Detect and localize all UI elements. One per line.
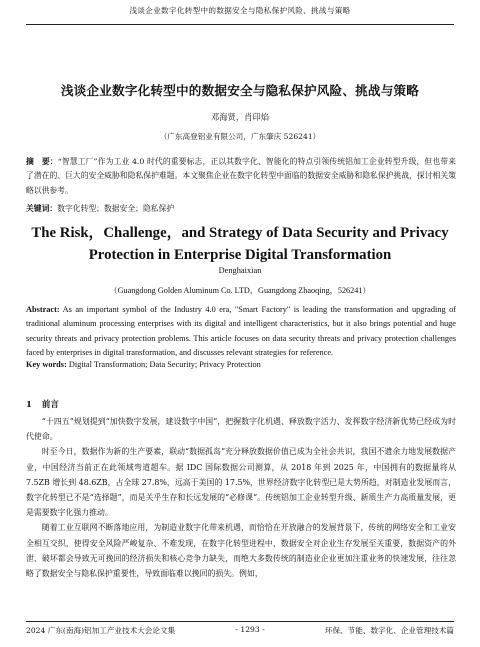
- english-keywords-label: Key words:: [26, 360, 67, 369]
- body-paragraph: 时至今日，数据作为新的生产要素，联动“数据孤岛”充分释放数据价值已成为全社会共识，我国不遗余力地发展数据产业，中国经济当前正在此领域弯道超车。据 IDC 国际数据公司测算，从 2018 年到 2025 年，中国拥有的数据量将从 7.5ZB 增长到 48.6ZB，占全球 27.8%，远高于美国的 17.5%，世界经济数字化转型已是大势所趋，对制造业发展而言，数字化转型已不是“选择题”，而是关乎生存和长远发展的“必修课”。传统铝加工企业转型升级、新质生产力高质量发展，更是需要数字化强力推动。: [26, 447, 456, 518]
- chinese-authors: 邓海贤，肖印焰: [210, 112, 270, 122]
- english-keywords: [26, 360, 456, 369]
- chinese-affiliation: （广东高登铝业有限公司，广东肇庆 526241）: [159, 132, 321, 141]
- footer-right: 环保、节能、数字化、企业管理技术篇: [324, 626, 454, 635]
- section-number: 1: [26, 400, 32, 410]
- english-abstract-label: Abstract:: [26, 305, 60, 314]
- running-head: 浅谈企业数字化转型中的数据安全与隐私保护风险、挑战与策略: [129, 6, 351, 15]
- chinese-abstract: [26, 155, 456, 198]
- chinese-abstract-text: “智慧工厂”作为工业 4.0 时代的重要标志，正以其数字化、智能化的特点引领传统铝加工企业转型升级，但也带来了潜在的、巨大的安全威胁和隐私保护难题。本文聚焦企业在数字化转型中面临的数据安全威胁和隐私保护挑战，探讨相关策略以供参考。: [26, 157, 457, 195]
- footer-rule: [26, 621, 454, 622]
- body-text: [26, 414, 456, 581]
- chinese-title: 浅谈企业数字化转型中的数据安全与隐私保护风险、挑战与策略: [60, 83, 420, 98]
- english-author: Denghaixian: [218, 266, 262, 275]
- header-rule: [26, 24, 454, 25]
- section-title: 前言: [41, 400, 59, 410]
- english-abstract-text: As an important symbol of the Industry 4.0 era, "Smart Factory" is leading the transformation and upgrading of traditional aluminum processing enterprises with its digital and intelligent characteristics, but it also brings potential and huge security threats and privacy protection problems. This article focuses on data security threats and privacy protection challenges faced by enterprises in digital transformation, and discusses relevant strategies for reference.: [26, 305, 456, 357]
- english-keywords-text: Digital Transformation; Data Security; Privacy Protection: [68, 360, 261, 369]
- english-title: The Risk，Challenge，and Strategy of Data Security and Privacy Protection in Enterprise Digital Transformation: [31, 225, 449, 263]
- body-paragraph: 随着工业互联网不断落地应用，为制造业数字化带来机遇，而恰恰在开放融合的发展背景下，传统的网络安全和工业安全相互交织，使得安全风险严峻复杂、不难发现，在数字化转型进程中，数据安全对企业生存发展至关重要，数据资产的外泄、破坏都会导致无可挽回的经济损失和核心竞争力缺失，而绝大多数传统的制造业企业更加注重业务的快速发展，往往忽略了数据安全与隐私保护重要性，导致面临难以挽回的损失。例如，: [26, 523, 456, 579]
- body-paragraph: “十四五”规划提到“加快数字发展，建设数字中国”，把握数字化机遇、释放数字活力、发挥数字经济新优势已经成为时代使命。: [26, 417, 456, 442]
- chinese-abstract-label: 摘 要：: [26, 157, 58, 166]
- page-footer: [26, 625, 454, 636]
- section-heading: [26, 398, 59, 410]
- chinese-keywords: [26, 203, 456, 214]
- footer-left: 2024 广东(南海)铝加工产业技术大会论文集: [26, 626, 176, 635]
- chinese-keywords-label: 关键词：: [26, 204, 58, 213]
- chinese-keywords-text: 数字化转型；数据安全；隐私保护: [57, 204, 175, 213]
- page-number: - 1293 -: [235, 625, 265, 634]
- english-abstract: [26, 303, 456, 360]
- english-affiliation: （Guangdong Golden Aluminum Co. LTD，Guangdong Zhaoqing，526241）: [109, 286, 371, 295]
